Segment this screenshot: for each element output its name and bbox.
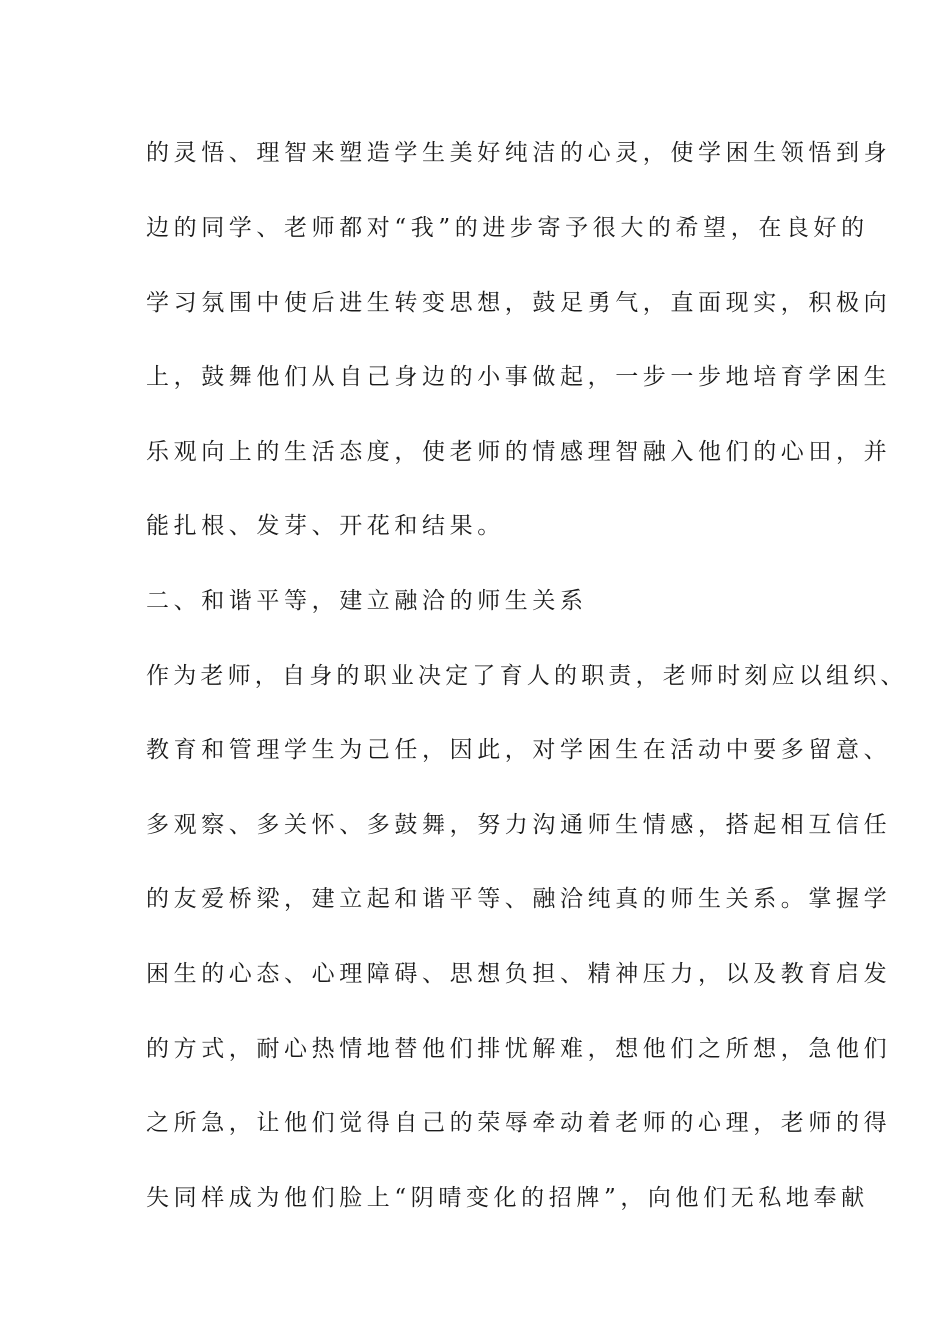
section-heading: 二、和谐平等，建立融洽的师生关系 — [146, 588, 588, 614]
body-text-line: 之所急，让他们觉得自己的荣辱牵动着老师的心理，老师的得 — [146, 1110, 892, 1136]
body-text-line: 的灵悟、理智来塑造学生美好纯洁的心灵，使学困生领悟到身 — [146, 140, 892, 166]
body-text-line: 失同样成为他们脸上“阴晴变化的招牌”，向他们无私地奉献 — [146, 1185, 869, 1211]
body-text-line: 多观察、多关怀、多鼓舞，努力沟通师生情感，搭起相互信任 — [146, 812, 892, 838]
body-text-line: 学习氛围中使后进生转变思想，鼓足勇气，直面现实，积极向 — [146, 290, 892, 316]
body-text-line: 作为老师，自身的职业决定了育人的职责，老师时刻应以组织、 — [146, 663, 908, 689]
body-text-line: 教育和管理学生为己任，因此，对学困生在活动中要多留意、 — [146, 737, 892, 763]
body-text-line: 能扎根、发芽、开花和结果。 — [146, 513, 505, 539]
body-text-line: 边的同学、老师都对“我”的进步寄予很大的希望，在良好的 — [146, 215, 869, 241]
body-text-line: 的方式，耐心热情地替他们排忧解难，想他们之所想，急他们 — [146, 1036, 892, 1062]
body-text-line: 乐观向上的生活态度，使老师的情感理智融入他们的心田，并 — [146, 439, 892, 465]
body-text-line: 困生的心态、心理障碍、思想负担、精神压力，以及教育启发 — [146, 961, 892, 987]
body-text-line: 的友爱桥梁，建立起和谐平等、融洽纯真的师生关系。掌握学 — [146, 886, 892, 912]
body-text-line: 上，鼓舞他们从自己身边的小事做起，一步一步地培育学困生 — [146, 364, 892, 390]
